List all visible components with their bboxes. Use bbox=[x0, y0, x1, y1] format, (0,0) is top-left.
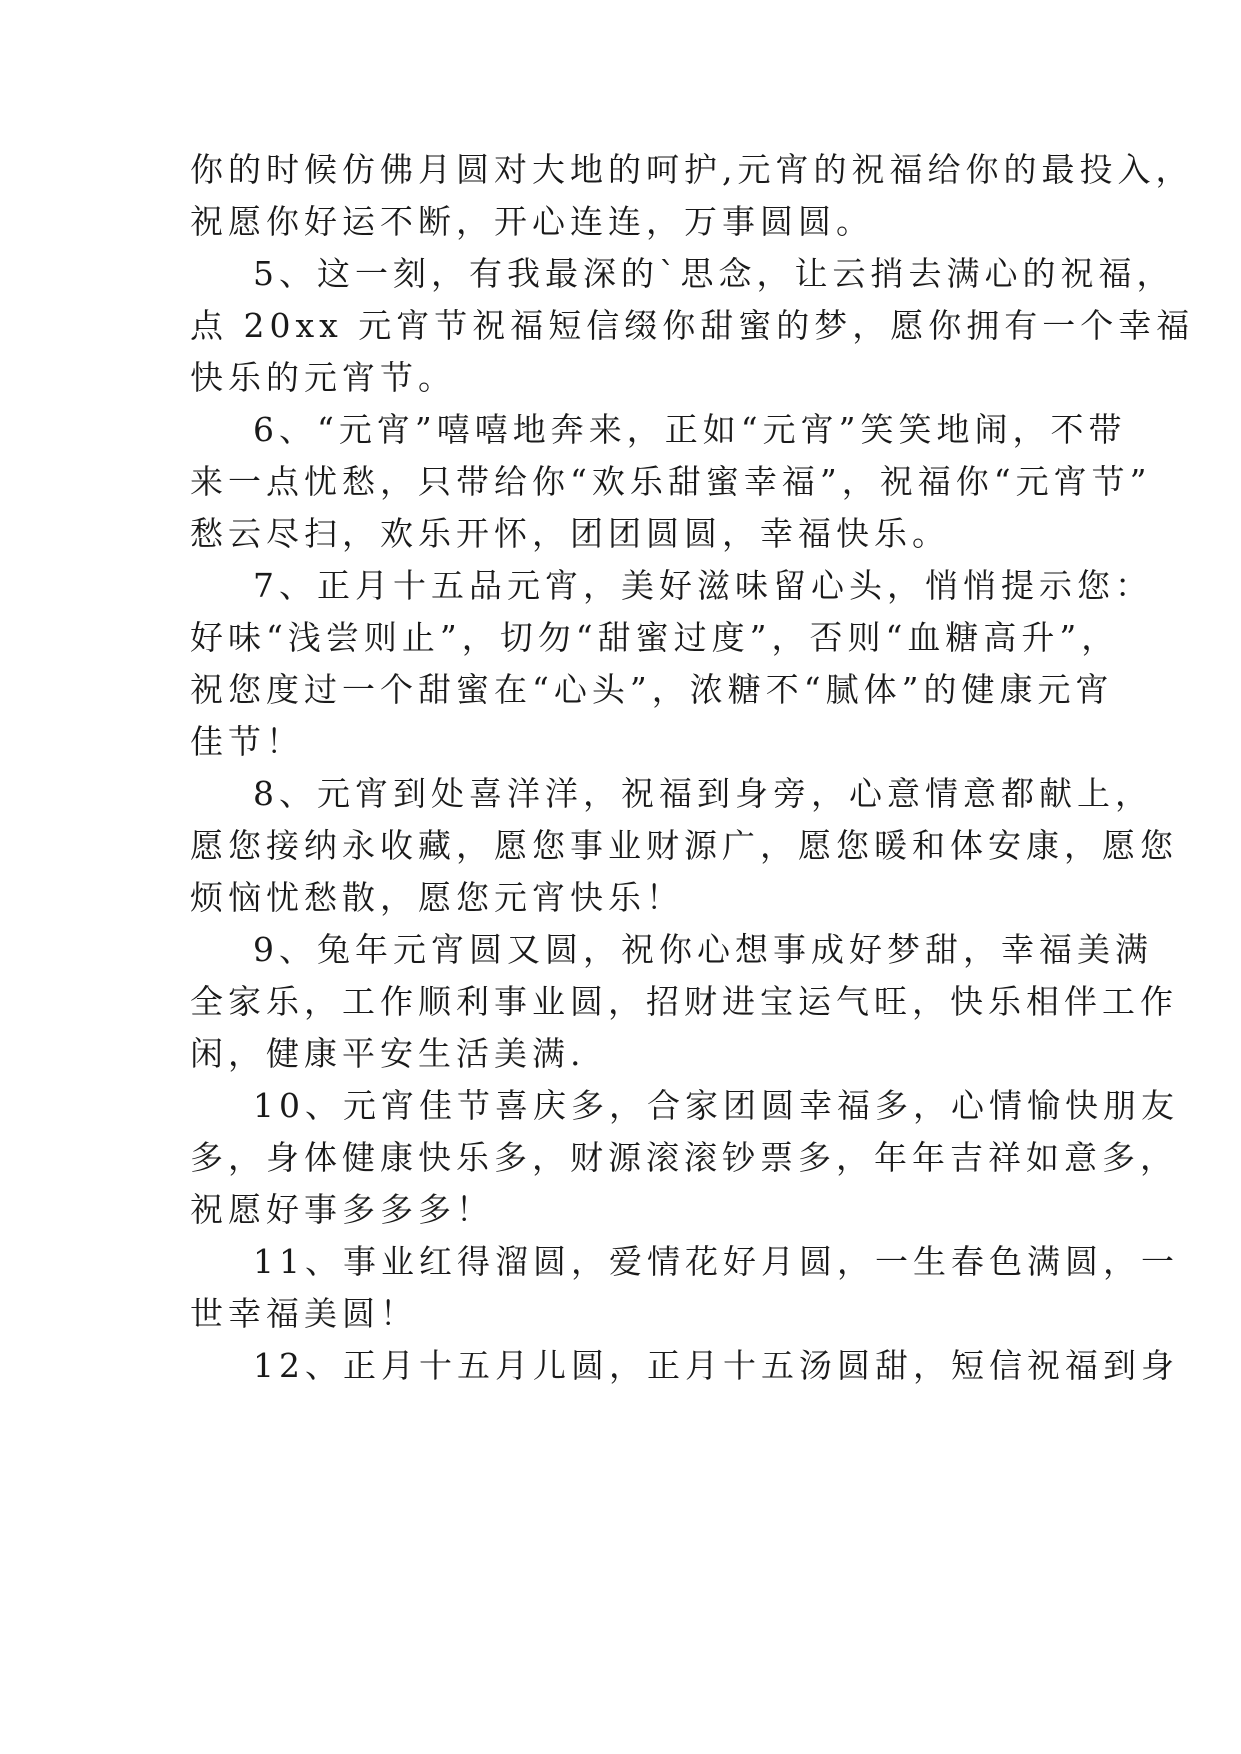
paragraph-7-line-1: 7、正月十五品元宵，美好滋味留心头，悄悄提示您： bbox=[253, 566, 1153, 605]
text-line: 来一点忧愁，只带给你“欢乐甜蜜幸福”，祝福你“元宵节” bbox=[190, 462, 1152, 501]
text-line: 世幸福美圆！ bbox=[190, 1294, 418, 1333]
paragraph-8-line-1: 8、元宵到处喜洋洋，祝福到身旁，心意情意都献上， bbox=[253, 774, 1153, 813]
text-line: 佳节！ bbox=[190, 722, 304, 761]
text-line: 闲，健康平安生活美满. bbox=[190, 1034, 586, 1073]
text-line: 全家乐，工作顺利事业圆，招财进宝运气旺，快乐相伴工作 bbox=[190, 982, 1178, 1021]
paragraph-5-line-1: 5、这一刻，有我最深的`思念，让云捎去满心的祝福， bbox=[253, 254, 1175, 293]
text-line: 愁云尽扫，欢乐开怀，团团圆圆，幸福快乐。 bbox=[190, 514, 950, 553]
paragraph-11-line-1: 11、事业红得溜圆，爱情花好月圆，一生春色满圆，一 bbox=[253, 1242, 1179, 1281]
text-line: 点 20xx 元宵节祝福短信缀你甜蜜的梦，愿你拥有一个幸福 bbox=[190, 306, 1195, 345]
paragraph-6-line-1: 6、“元宵”嘻嘻地奔来，正如“元宵”笑笑地闹，不带 bbox=[253, 410, 1127, 449]
text-line: 烦恼忧愁散，愿您元宵快乐！ bbox=[190, 878, 684, 917]
paragraph-12-line-1: 12、正月十五月儿圆，正月十五汤圆甜，短信祝福到身 bbox=[253, 1346, 1179, 1385]
paragraph-10-line-1: 10、元宵佳节喜庆多，合家团圆幸福多，心情愉快朋友 bbox=[253, 1086, 1179, 1125]
text-line: 多，身体健康快乐多，财源滚滚钞票多，年年吉祥如意多， bbox=[190, 1138, 1178, 1177]
paragraph-9-line-1: 9、兔年元宵圆又圆，祝你心想事成好梦甜，幸福美满 bbox=[253, 930, 1153, 969]
text-line: 祝愿你好运不断，开心连连，万事圆圆。 bbox=[190, 202, 874, 241]
text-line: 快乐的元宵节。 bbox=[190, 358, 456, 397]
text-line: 好味“浅尝则止”，切勿“甜蜜过度”，否则“血糖高升”， bbox=[190, 618, 1120, 657]
text-line: 愿您接纳永收藏，愿您事业财源广，愿您暖和体安康，愿您 bbox=[190, 826, 1178, 865]
text-line: 祝您度过一个甜蜜在“心头”，浓糖不“腻体”的健康元宵 bbox=[190, 670, 1114, 709]
text-line: 你的时候仿佛月圆对大地的呵护,元宵的祝福给你的最投入， bbox=[190, 150, 1194, 189]
text-line: 祝愿好事多多多！ bbox=[190, 1190, 494, 1229]
